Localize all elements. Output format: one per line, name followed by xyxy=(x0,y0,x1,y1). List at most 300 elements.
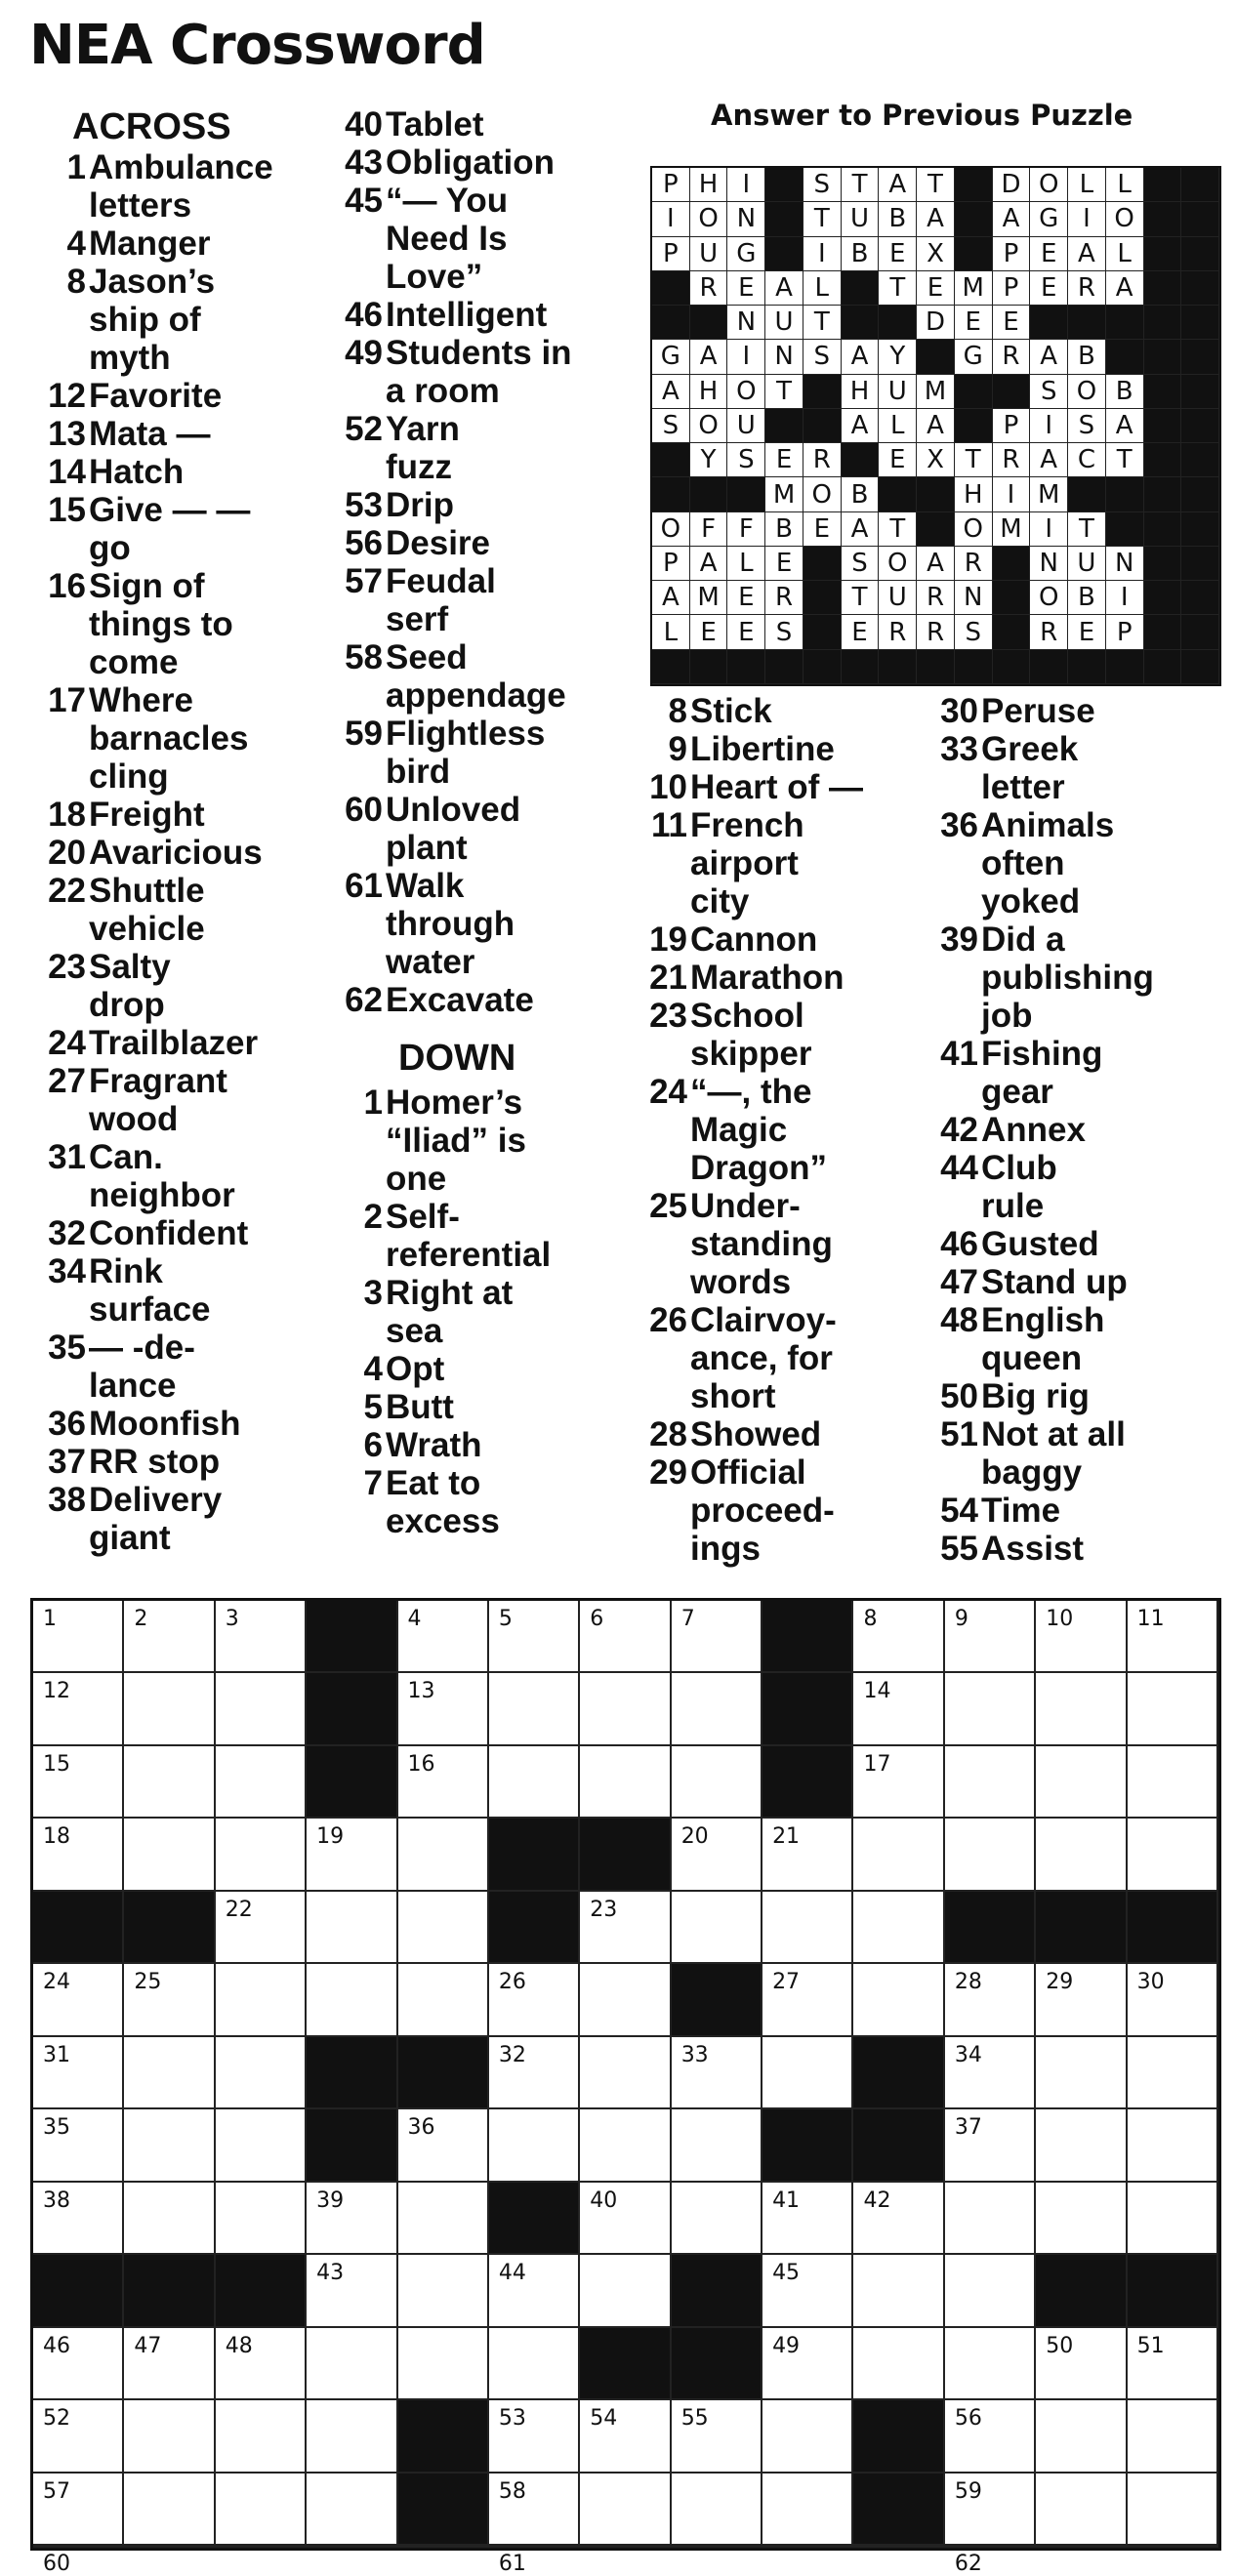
black-square xyxy=(398,2474,489,2546)
answer-black-cell xyxy=(1181,547,1219,581)
grid-cell[interactable] xyxy=(489,1964,580,2036)
answer-letter-cell: N xyxy=(1106,547,1144,581)
grid-cell[interactable] xyxy=(1036,2328,1127,2400)
answer-letter-cell: H xyxy=(690,168,728,202)
answer-letter-cell: O xyxy=(690,202,728,236)
cell-number: 46 xyxy=(43,2333,70,2358)
clue-number: 60 xyxy=(345,791,383,829)
grid-cell[interactable] xyxy=(762,1964,853,2036)
clue-text: Drip xyxy=(386,486,454,524)
grid-cell[interactable] xyxy=(33,2109,124,2182)
answer-letter-cell: X xyxy=(917,443,955,477)
clue-number: 59 xyxy=(345,715,383,753)
cell-number: 15 xyxy=(43,1751,70,1777)
grid-cell[interactable] xyxy=(489,2546,580,2576)
grid-cell[interactable] xyxy=(580,1892,671,1964)
grid-cell[interactable] xyxy=(1036,1746,1127,1819)
clue-down-30 xyxy=(927,692,1220,730)
grid-cell[interactable] xyxy=(124,2400,215,2473)
grid-cell[interactable] xyxy=(762,2183,853,2255)
grid-cell[interactable] xyxy=(853,2183,944,2255)
answer-letter-cell: E xyxy=(842,615,880,649)
grid-cell[interactable] xyxy=(398,1819,489,1891)
grid-cell[interactable] xyxy=(489,2255,580,2327)
cell-number: 38 xyxy=(43,2188,70,2213)
answer-letter-cell: G xyxy=(1030,202,1068,236)
grid-cell[interactable] xyxy=(672,2109,762,2182)
grid-cell[interactable] xyxy=(1128,2400,1218,2473)
clue-across-61 xyxy=(332,867,625,981)
answer-letter-cell: T xyxy=(842,581,880,615)
answer-letter-cell: L xyxy=(652,615,690,649)
grid-cell[interactable] xyxy=(489,2037,580,2109)
answer-letter-cell: A xyxy=(917,409,955,443)
grid-cell[interactable] xyxy=(124,2474,215,2546)
grid-cell[interactable] xyxy=(398,1892,489,1964)
grid-cell[interactable] xyxy=(307,1892,397,1964)
grid-cell[interactable] xyxy=(853,1746,944,1819)
down-heading: DOWN xyxy=(398,1038,516,1079)
grid-cell[interactable] xyxy=(1036,2546,1127,2548)
black-square xyxy=(762,1673,853,1745)
grid-cell[interactable] xyxy=(398,1746,489,1819)
answer-letter-cell: I xyxy=(1068,202,1106,236)
clue-number: 1 xyxy=(66,148,86,186)
answer-letter-cell: B xyxy=(842,237,880,271)
grid-cell[interactable] xyxy=(945,2328,1036,2400)
grid-cell[interactable] xyxy=(672,1892,762,1964)
grid-cell[interactable] xyxy=(580,2183,671,2255)
answer-letter-cell: A xyxy=(1030,443,1068,477)
answer-black-cell xyxy=(955,237,993,271)
answer-letter-cell: A xyxy=(1106,271,1144,306)
grid-cell[interactable] xyxy=(762,1819,853,1891)
grid-cell[interactable] xyxy=(672,2183,762,2255)
answer-black-cell xyxy=(690,477,728,511)
answer-black-cell xyxy=(1144,443,1182,477)
grid-cell[interactable] xyxy=(307,2546,397,2548)
grid-cell[interactable] xyxy=(672,1746,762,1819)
clue-number: 43 xyxy=(345,143,383,182)
grid-cell[interactable] xyxy=(580,2474,671,2546)
answer-letter-cell: B xyxy=(879,202,917,236)
clue-number: 50 xyxy=(940,1377,978,1415)
grid-cell[interactable] xyxy=(853,2328,944,2400)
grid-cell[interactable] xyxy=(1036,2109,1127,2182)
grid-cell[interactable] xyxy=(124,2546,215,2548)
answer-letter-cell: E xyxy=(727,271,765,306)
answer-black-cell xyxy=(1144,306,1182,340)
grid-cell[interactable] xyxy=(853,1819,944,1891)
clue-number: 39 xyxy=(940,920,978,959)
grid-cell[interactable] xyxy=(307,2400,397,2473)
cell-number: 28 xyxy=(954,1970,982,1995)
grid-cell[interactable] xyxy=(672,2546,762,2548)
black-square xyxy=(489,1892,580,1964)
answer-black-cell xyxy=(955,168,993,202)
clue-down-29 xyxy=(637,1453,929,1568)
answer-letter-cell: M xyxy=(690,581,728,615)
grid-cell[interactable] xyxy=(124,1964,215,2036)
grid-cell[interactable] xyxy=(216,2546,307,2548)
answer-letter-cell: G xyxy=(955,340,993,374)
grid-cell[interactable] xyxy=(489,2328,580,2400)
clue-number: 12 xyxy=(48,377,86,415)
clue-number: 37 xyxy=(48,1443,86,1481)
grid-cell[interactable] xyxy=(216,1892,307,1964)
grid-cell[interactable] xyxy=(307,2328,397,2400)
black-square xyxy=(762,2109,853,2182)
grid-cell[interactable] xyxy=(1128,1964,1218,2036)
answer-black-cell xyxy=(652,271,690,306)
grid-cell[interactable] xyxy=(762,1892,853,1964)
grid-cell[interactable] xyxy=(33,1673,124,1745)
grid-cell[interactable] xyxy=(672,2474,762,2546)
grid-cell[interactable] xyxy=(580,2546,671,2548)
grid-cell[interactable] xyxy=(672,1601,762,1673)
grid-cell[interactable] xyxy=(580,2400,671,2473)
clue-across-18 xyxy=(35,796,328,834)
clue-text: Moonfish xyxy=(89,1405,241,1443)
answer-black-cell xyxy=(1181,168,1219,202)
grid-cell[interactable] xyxy=(489,1673,580,1745)
grid-cell[interactable] xyxy=(33,2183,124,2255)
answer-letter-cell: E xyxy=(765,547,803,581)
answer-black-cell xyxy=(917,650,955,684)
clue-number: 10 xyxy=(649,768,687,806)
grid-cell[interactable] xyxy=(33,1819,124,1891)
black-square xyxy=(124,2255,215,2327)
answer-letter-cell: A xyxy=(917,202,955,236)
clue-number: 29 xyxy=(649,1453,687,1492)
cell-number: 30 xyxy=(1136,1970,1165,1995)
grid-cell[interactable] xyxy=(398,2183,489,2255)
grid-cell[interactable] xyxy=(762,2546,853,2548)
grid-cell[interactable] xyxy=(124,2183,215,2255)
answer-letter-cell: A xyxy=(993,202,1031,236)
answer-letter-cell: S xyxy=(727,443,765,477)
grid-cell[interactable] xyxy=(33,1964,124,2036)
clue-across-57 xyxy=(332,562,625,638)
answer-letter-cell: R xyxy=(917,615,955,649)
black-square xyxy=(307,1601,397,1673)
grid-cell[interactable] xyxy=(580,2109,671,2182)
answer-black-cell xyxy=(690,650,728,684)
grid-cell[interactable] xyxy=(398,2255,489,2327)
grid-cell[interactable] xyxy=(33,2400,124,2473)
grid-cell[interactable] xyxy=(853,1601,944,1673)
grid-cell[interactable] xyxy=(945,1964,1036,2036)
answer-black-cell xyxy=(1181,409,1219,443)
answer-letter-cell: O xyxy=(1068,375,1106,409)
grid-cell[interactable] xyxy=(33,1601,124,1673)
grid-cell[interactable] xyxy=(1128,2183,1218,2255)
answer-black-cell xyxy=(1181,581,1219,615)
grid-cell[interactable] xyxy=(762,2255,853,2327)
grid-cell[interactable] xyxy=(1128,1673,1218,1745)
clue-number: 11 xyxy=(651,806,687,844)
clue-text: Flightless bird xyxy=(386,715,546,791)
clue-text: Time xyxy=(981,1492,1061,1530)
cell-number: 22 xyxy=(225,1897,253,1922)
answer-black-cell xyxy=(765,409,803,443)
answer-black-cell xyxy=(1144,512,1182,547)
clue-text: School skipper xyxy=(690,997,812,1073)
grid-cell[interactable] xyxy=(1128,1746,1218,1819)
cell-number: 17 xyxy=(863,1751,891,1777)
grid-cell[interactable] xyxy=(33,2546,124,2576)
grid-cell[interactable] xyxy=(945,2255,1036,2327)
clue-down-46 xyxy=(927,1225,1220,1263)
clue-number: 44 xyxy=(940,1149,978,1187)
black-square xyxy=(489,1819,580,1891)
grid-cell[interactable] xyxy=(945,2474,1036,2546)
grid-cell[interactable] xyxy=(1128,2546,1218,2548)
grid-cell[interactable] xyxy=(945,2183,1036,2255)
answer-black-cell xyxy=(803,650,842,684)
grid-cell[interactable] xyxy=(307,2474,397,2546)
clue-across-32 xyxy=(35,1214,328,1252)
clue-down-28 xyxy=(637,1415,929,1453)
clue-across-22 xyxy=(35,872,328,948)
grid-cell[interactable] xyxy=(489,1601,580,1673)
grid-cell[interactable] xyxy=(489,1746,580,1819)
clue-across-31 xyxy=(35,1138,328,1214)
clue-across-43 xyxy=(332,143,625,182)
page-title: NEA Crossword xyxy=(29,14,485,77)
grid-cell[interactable] xyxy=(580,2037,671,2109)
across-clues-column-2 xyxy=(332,105,625,1540)
grid-cell[interactable] xyxy=(124,1746,215,1819)
answer-black-cell xyxy=(1144,409,1182,443)
cell-number: 29 xyxy=(1046,1970,1074,1995)
black-square xyxy=(216,2255,307,2327)
grid-cell[interactable] xyxy=(33,2328,124,2400)
grid-cell[interactable] xyxy=(580,2255,671,2327)
answer-letter-cell: R xyxy=(955,547,993,581)
clue-number: 62 xyxy=(345,981,383,1019)
grid-cell[interactable] xyxy=(762,2474,853,2546)
answer-black-cell xyxy=(1144,168,1182,202)
grid-cell[interactable] xyxy=(945,1601,1036,1673)
answer-letter-cell: M xyxy=(993,512,1031,547)
grid-cell[interactable] xyxy=(762,2328,853,2400)
grid-cell[interactable] xyxy=(580,1673,671,1745)
answer-black-cell xyxy=(842,306,880,340)
clue-across-53 xyxy=(332,486,625,524)
black-square xyxy=(580,1819,671,1891)
answer-black-cell xyxy=(803,615,842,649)
grid-cell[interactable] xyxy=(489,2474,580,2546)
clue-text: Where barnacles cling xyxy=(89,681,249,796)
grid-cell[interactable] xyxy=(398,1601,489,1673)
answer-letter-cell: O xyxy=(690,409,728,443)
answer-black-cell xyxy=(1181,237,1219,271)
grid-cell[interactable] xyxy=(853,1673,944,1745)
grid-cell[interactable] xyxy=(1036,1819,1127,1891)
grid-cell[interactable] xyxy=(1036,2037,1127,2109)
clue-number: 6 xyxy=(363,1426,383,1464)
grid-cell[interactable] xyxy=(1128,2328,1218,2400)
black-square xyxy=(307,1746,397,1819)
grid-cell[interactable] xyxy=(945,1673,1036,1745)
clue-down-19 xyxy=(637,920,929,959)
answer-letter-cell: T xyxy=(1068,512,1106,547)
grid-cell[interactable] xyxy=(672,2400,762,2473)
grid-cell[interactable] xyxy=(945,2400,1036,2473)
clue-across-37 xyxy=(35,1443,328,1481)
clue-number: 23 xyxy=(649,997,687,1035)
grid-cell[interactable] xyxy=(1036,2400,1127,2473)
answer-letter-cell: G xyxy=(652,340,690,374)
answer-black-cell xyxy=(1144,477,1182,511)
clue-text: Sign of things to come xyxy=(89,567,233,681)
grid-cell[interactable] xyxy=(124,2109,215,2182)
cell-number: 61 xyxy=(498,2552,526,2576)
grid-cell[interactable] xyxy=(489,2109,580,2182)
answer-black-cell xyxy=(690,306,728,340)
grid-cell[interactable] xyxy=(33,1746,124,1819)
grid-cell[interactable] xyxy=(216,2474,307,2546)
answer-letter-cell: S xyxy=(1068,409,1106,443)
grid-cell[interactable] xyxy=(580,1601,671,1673)
grid-cell[interactable] xyxy=(945,1746,1036,1819)
grid-cell[interactable] xyxy=(398,1964,489,2036)
clue-down-2 xyxy=(332,1198,625,1274)
grid-cell[interactable] xyxy=(762,2037,853,2109)
grid-cell[interactable] xyxy=(33,2037,124,2109)
grid-cell[interactable] xyxy=(398,2328,489,2400)
answer-black-cell xyxy=(842,443,880,477)
grid-cell[interactable] xyxy=(398,2109,489,2182)
grid-cell[interactable] xyxy=(580,1964,671,2036)
answer-letter-cell: N xyxy=(955,581,993,615)
grid-cell[interactable] xyxy=(307,1819,397,1891)
grid-cell[interactable] xyxy=(1128,1601,1218,1673)
answer-letter-cell: N xyxy=(727,306,765,340)
grid-cell[interactable] xyxy=(1036,1964,1127,2036)
clue-text: Obligation xyxy=(386,143,556,182)
grid-cell[interactable] xyxy=(1128,2037,1218,2109)
answer-letter-cell: S xyxy=(652,409,690,443)
grid-cell[interactable] xyxy=(945,1819,1036,1891)
grid-cell[interactable] xyxy=(945,2037,1036,2109)
answer-letter-cell: P xyxy=(993,271,1031,306)
clue-number: 51 xyxy=(940,1415,978,1453)
grid-cell[interactable] xyxy=(124,2328,215,2400)
clue-text: Opt xyxy=(386,1350,445,1388)
grid-cell[interactable] xyxy=(307,2255,397,2327)
answer-black-cell xyxy=(955,409,993,443)
grid-cell[interactable] xyxy=(307,1964,397,2036)
grid-cell[interactable] xyxy=(853,2255,944,2327)
grid-cell[interactable] xyxy=(216,1673,307,1745)
grid-cell[interactable] xyxy=(124,2037,215,2109)
answer-letter-cell: O xyxy=(803,477,842,511)
grid-cell[interactable] xyxy=(945,2546,1036,2576)
answer-letter-cell: S xyxy=(803,340,842,374)
grid-cell[interactable] xyxy=(853,1892,944,1964)
grid-cell[interactable] xyxy=(216,1601,307,1673)
grid-cell[interactable] xyxy=(1128,1819,1218,1891)
grid-cell[interactable] xyxy=(672,2037,762,2109)
answer-letter-cell: T xyxy=(955,443,993,477)
grid-cell[interactable] xyxy=(216,1746,307,1819)
grid-cell[interactable] xyxy=(216,2109,307,2182)
black-square xyxy=(398,2400,489,2473)
answer-letter-cell: P xyxy=(993,409,1031,443)
answer-black-cell xyxy=(879,306,917,340)
grid-cell[interactable] xyxy=(216,2328,307,2400)
clue-down-8 xyxy=(637,692,929,730)
cell-number: 54 xyxy=(590,2406,618,2432)
grid-cell[interactable] xyxy=(124,1673,215,1745)
grid-cell[interactable] xyxy=(1036,2474,1127,2546)
answer-black-cell xyxy=(1181,477,1219,511)
answer-letter-cell: P xyxy=(1106,615,1144,649)
grid-cell[interactable] xyxy=(1128,2109,1218,2182)
grid-cell[interactable] xyxy=(489,2400,580,2473)
grid-cell[interactable] xyxy=(945,2109,1036,2182)
grid-cell[interactable] xyxy=(1036,1601,1127,1673)
answer-letter-cell: A xyxy=(690,547,728,581)
grid-cell[interactable] xyxy=(216,1964,307,2036)
grid-cell[interactable] xyxy=(124,1819,215,1891)
clue-number: 56 xyxy=(345,524,383,562)
answer-letter-cell: P xyxy=(993,237,1031,271)
clue-down-44 xyxy=(927,1149,1220,1225)
grid-cell[interactable] xyxy=(1036,1673,1127,1745)
answer-black-cell xyxy=(765,202,803,236)
grid-cell[interactable] xyxy=(1036,2183,1127,2255)
cell-number: 23 xyxy=(590,1897,618,1922)
clue-number: 27 xyxy=(48,1062,86,1100)
grid-cell[interactable] xyxy=(762,2400,853,2473)
clue-text: Stick xyxy=(690,692,772,730)
clue-text: Marathon xyxy=(690,959,845,997)
grid-cell[interactable] xyxy=(124,1601,215,1673)
answer-letter-cell: X xyxy=(917,237,955,271)
clue-number: 3 xyxy=(363,1274,383,1312)
black-square xyxy=(124,1892,215,1964)
answer-letter-cell: I xyxy=(652,202,690,236)
grid-cell[interactable] xyxy=(672,1819,762,1891)
grid-cell[interactable] xyxy=(1128,2474,1218,2546)
answer-letter-cell: H xyxy=(955,477,993,511)
answer-black-cell xyxy=(1181,340,1219,374)
grid-cell[interactable] xyxy=(307,2183,397,2255)
grid-cell[interactable] xyxy=(672,1673,762,1745)
grid-cell[interactable] xyxy=(33,2474,124,2546)
grid-cell[interactable] xyxy=(853,1964,944,2036)
answer-black-cell xyxy=(955,202,993,236)
grid-cell[interactable] xyxy=(216,2400,307,2473)
grid-cell[interactable] xyxy=(398,1673,489,1745)
grid-cell[interactable] xyxy=(216,2037,307,2109)
black-square xyxy=(672,2328,762,2400)
grid-cell[interactable] xyxy=(580,1746,671,1819)
grid-cell[interactable] xyxy=(216,1819,307,1891)
answer-letter-cell: O xyxy=(652,512,690,547)
clue-number: 40 xyxy=(345,105,383,143)
clue-down-5 xyxy=(332,1388,625,1426)
answer-letter-cell: O xyxy=(1106,202,1144,236)
answer-letter-cell: I xyxy=(803,237,842,271)
answer-black-cell xyxy=(1181,202,1219,236)
grid-cell[interactable] xyxy=(216,2183,307,2255)
clue-across-8 xyxy=(35,263,328,377)
answer-letter-cell: I xyxy=(993,477,1031,511)
